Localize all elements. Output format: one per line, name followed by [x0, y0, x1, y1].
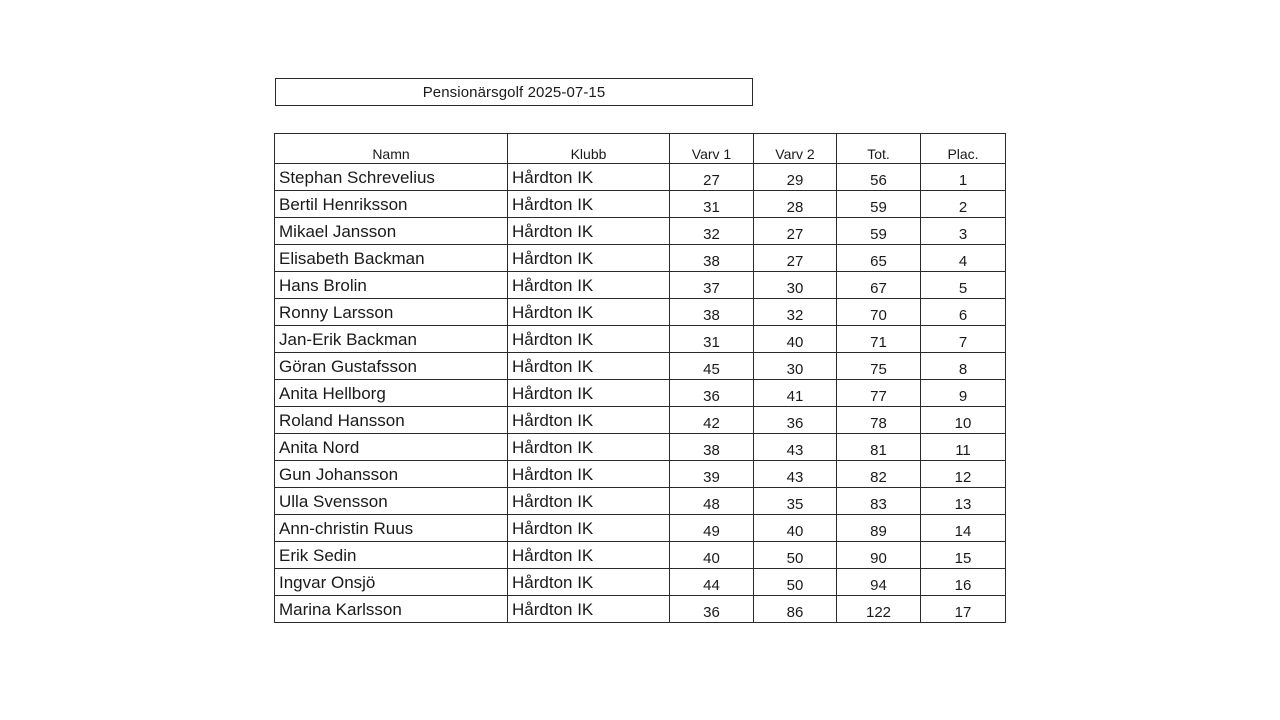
- header-club: Klubb: [508, 134, 670, 164]
- cell-club: Hårdton IK: [508, 380, 670, 407]
- table-row: [275, 164, 1006, 191]
- cell-round-1: 37: [670, 272, 754, 299]
- table-row: [275, 353, 1006, 380]
- table-row: [275, 299, 1006, 326]
- cell-round-2: 27: [754, 218, 837, 245]
- table-row: [275, 461, 1006, 488]
- cell-club: Hårdton IK: [508, 515, 670, 542]
- cell-club: Hårdton IK: [508, 191, 670, 218]
- header-name: Namn: [275, 134, 508, 164]
- table-row: [275, 407, 1006, 434]
- cell-total: 59: [837, 218, 921, 245]
- cell-place: 9: [921, 380, 1006, 407]
- table-row: [275, 218, 1006, 245]
- cell-club: Hårdton IK: [508, 407, 670, 434]
- cell-name: Hans Brolin: [275, 272, 508, 299]
- cell-club: Hårdton IK: [508, 245, 670, 272]
- cell-total: 71: [837, 326, 921, 353]
- cell-club: Hårdton IK: [508, 542, 670, 569]
- header-round-1: Varv 1: [670, 134, 754, 164]
- cell-place: 11: [921, 434, 1006, 461]
- cell-total: 70: [837, 299, 921, 326]
- cell-club: Hårdton IK: [508, 353, 670, 380]
- cell-place: 17: [921, 596, 1006, 623]
- cell-round-2: 43: [754, 434, 837, 461]
- cell-place: 2: [921, 191, 1006, 218]
- cell-total: 77: [837, 380, 921, 407]
- cell-name: Anita Hellborg: [275, 380, 508, 407]
- cell-round-1: 38: [670, 299, 754, 326]
- cell-round-1: 31: [670, 191, 754, 218]
- cell-round-1: 32: [670, 218, 754, 245]
- cell-round-2: 50: [754, 569, 837, 596]
- cell-round-1: 38: [670, 245, 754, 272]
- cell-round-1: 27: [670, 164, 754, 191]
- cell-club: Hårdton IK: [508, 326, 670, 353]
- cell-total: 89: [837, 515, 921, 542]
- cell-total: 67: [837, 272, 921, 299]
- cell-round-2: 40: [754, 326, 837, 353]
- table-row: [275, 542, 1006, 569]
- cell-club: Hårdton IK: [508, 488, 670, 515]
- document-title: Pensionärsgolf 2025-07-15: [275, 78, 753, 106]
- cell-name: Ann-christin Ruus: [275, 515, 508, 542]
- cell-round-2: 30: [754, 272, 837, 299]
- cell-round-2: 36: [754, 407, 837, 434]
- cell-name: Mikael Jansson: [275, 218, 508, 245]
- table-row: [275, 272, 1006, 299]
- results-body: [275, 164, 1006, 623]
- cell-round-2: 35: [754, 488, 837, 515]
- cell-club: Hårdton IK: [508, 569, 670, 596]
- cell-place: 6: [921, 299, 1006, 326]
- cell-round-2: 28: [754, 191, 837, 218]
- cell-round-2: 32: [754, 299, 837, 326]
- cell-place: 3: [921, 218, 1006, 245]
- cell-name: Ingvar Onsjö: [275, 569, 508, 596]
- table-row: [275, 596, 1006, 623]
- table-row: [275, 488, 1006, 515]
- cell-place: 10: [921, 407, 1006, 434]
- cell-round-1: 44: [670, 569, 754, 596]
- cell-name: Jan-Erik Backman: [275, 326, 508, 353]
- header-round-2: Varv 2: [754, 134, 837, 164]
- cell-place: 8: [921, 353, 1006, 380]
- cell-name: Roland Hansson: [275, 407, 508, 434]
- cell-club: Hårdton IK: [508, 461, 670, 488]
- cell-round-2: 40: [754, 515, 837, 542]
- cell-total: 81: [837, 434, 921, 461]
- cell-name: Ronny Larsson: [275, 299, 508, 326]
- cell-round-1: 42: [670, 407, 754, 434]
- cell-place: 14: [921, 515, 1006, 542]
- cell-place: 15: [921, 542, 1006, 569]
- cell-round-1: 45: [670, 353, 754, 380]
- table-row: [275, 434, 1006, 461]
- cell-total: 82: [837, 461, 921, 488]
- table-row: [275, 245, 1006, 272]
- cell-round-1: 49: [670, 515, 754, 542]
- cell-place: 7: [921, 326, 1006, 353]
- cell-round-2: 43: [754, 461, 837, 488]
- cell-club: Hårdton IK: [508, 434, 670, 461]
- header-total: Tot.: [837, 134, 921, 164]
- cell-total: 56: [837, 164, 921, 191]
- cell-name: Ulla Svensson: [275, 488, 508, 515]
- cell-name: Gun Johansson: [275, 461, 508, 488]
- cell-round-1: 36: [670, 380, 754, 407]
- cell-total: 122: [837, 596, 921, 623]
- cell-total: 78: [837, 407, 921, 434]
- cell-place: 4: [921, 245, 1006, 272]
- cell-round-2: 50: [754, 542, 837, 569]
- cell-place: 1: [921, 164, 1006, 191]
- table-header-row: [275, 134, 1006, 164]
- results-table: [274, 133, 1006, 623]
- cell-round-1: 36: [670, 596, 754, 623]
- cell-total: 75: [837, 353, 921, 380]
- cell-round-2: 27: [754, 245, 837, 272]
- cell-name: Elisabeth Backman: [275, 245, 508, 272]
- header-place: Plac.: [921, 134, 1006, 164]
- table-row: [275, 569, 1006, 596]
- cell-club: Hårdton IK: [508, 272, 670, 299]
- cell-name: Stephan Schrevelius: [275, 164, 508, 191]
- cell-total: 65: [837, 245, 921, 272]
- cell-round-2: 29: [754, 164, 837, 191]
- cell-round-1: 48: [670, 488, 754, 515]
- cell-round-1: 38: [670, 434, 754, 461]
- cell-round-1: 31: [670, 326, 754, 353]
- table-row: [275, 515, 1006, 542]
- cell-name: Marina Karlsson: [275, 596, 508, 623]
- cell-place: 13: [921, 488, 1006, 515]
- cell-club: Hårdton IK: [508, 218, 670, 245]
- cell-total: 59: [837, 191, 921, 218]
- cell-round-1: 39: [670, 461, 754, 488]
- cell-round-1: 40: [670, 542, 754, 569]
- cell-name: Bertil Henriksson: [275, 191, 508, 218]
- cell-place: 16: [921, 569, 1006, 596]
- cell-place: 5: [921, 272, 1006, 299]
- cell-round-2: 41: [754, 380, 837, 407]
- table-row: [275, 380, 1006, 407]
- cell-round-2: 86: [754, 596, 837, 623]
- table-row: [275, 326, 1006, 353]
- cell-round-2: 30: [754, 353, 837, 380]
- cell-club: Hårdton IK: [508, 596, 670, 623]
- cell-name: Göran Gustafsson: [275, 353, 508, 380]
- cell-total: 94: [837, 569, 921, 596]
- cell-total: 90: [837, 542, 921, 569]
- cell-name: Anita Nord: [275, 434, 508, 461]
- table-row: [275, 191, 1006, 218]
- cell-name: Erik Sedin: [275, 542, 508, 569]
- cell-total: 83: [837, 488, 921, 515]
- cell-club: Hårdton IK: [508, 299, 670, 326]
- cell-club: Hårdton IK: [508, 164, 670, 191]
- cell-place: 12: [921, 461, 1006, 488]
